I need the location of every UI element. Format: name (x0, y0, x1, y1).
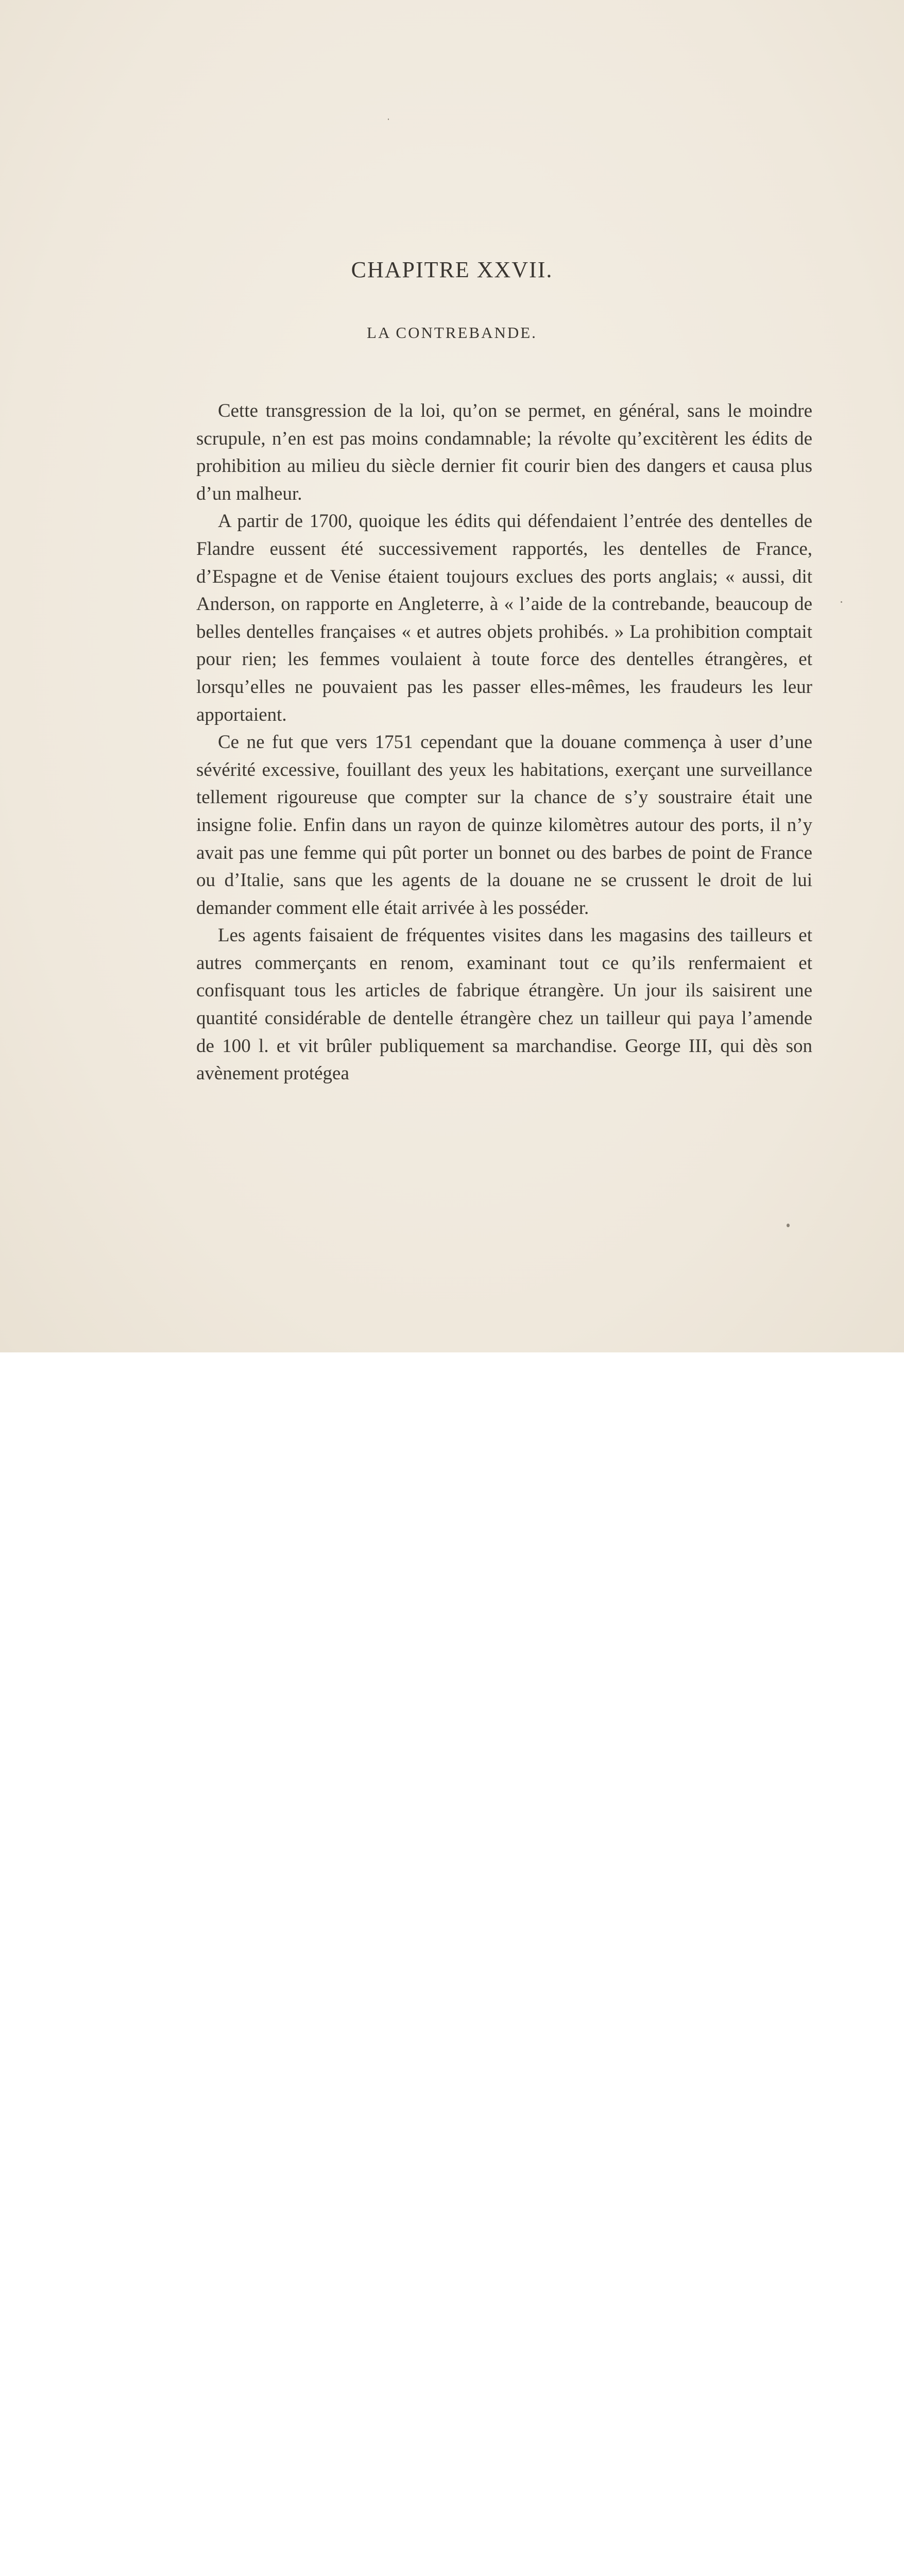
paragraph: Cette transgression de la loi, qu’on se permet, en général, sans le moindre scrupule, n’en est pas moins condamnable; la révolte qu’excitèrent les édits de prohibition au milieu du siècle dernier fit courir bien des dangers et causa plus d’un malheur. (196, 400, 812, 504)
ink-speck (388, 118, 389, 120)
ink-speck (787, 1224, 790, 1227)
chapter-title: CHAPITRE XXVII. (351, 257, 553, 282)
footer-bar (0, 1352, 904, 1416)
paragraph: Ce ne fut que vers 1751 cependant que la douane commença à user d’une sévérité excessive, fouillant des yeux les habitations, exerçant une surveillance tellement rigoureuse que compter sur la chance de s’y soustraire était une insigne folie. Enfin dans un rayon de quinze kilomètres autour des ports, il n’y avait pas une femme qui pût porter un bonnet ou des barbes de point de France ou d’Italie, sans que les agents de la douane ne se crussent le droit de lui demander comment elle était arrivée à les posséder. (196, 732, 812, 919)
ink-speck (841, 601, 842, 603)
paragraph: Les agents faisaient de fréquentes visites dans les magasins des tailleurs et autres commerçants en renom, examinant tout ce qu’ils renfermaient et confisquant tous les articles de fabrique étrangère. Un jour ils saisirent une quantité considérable de dentelle étrangère chez un tailleur qui paya l’amende de 100 l. et vit brûler publiquement sa marchandise. George III, qui dès son avènement protégea (196, 925, 812, 1084)
paragraph: A partir de 1700, quoique les édits qui défendaient l’entrée des dentelles de Flandre eussent été successivement rapportés, les dentelles de France, d’Espagne et de Venise étaient toujours exclues des ports anglais; « aussi, dit Anderson, on rapporte en Angleterre, à « l’aide de la contrebande, beaucoup de belles dentelles françaises « et autres objets prohibés. » La prohibition comptait pour rien; les femmes voulaient à toute force des dentelles étrangères, et lorsqu’elles ne pouvaient pas les passer elles-mêmes, les fraudeurs les leur apportaient. (196, 511, 812, 725)
body-text (196, 397, 812, 1088)
section-title: LA CONTREBANDE. (367, 324, 537, 342)
